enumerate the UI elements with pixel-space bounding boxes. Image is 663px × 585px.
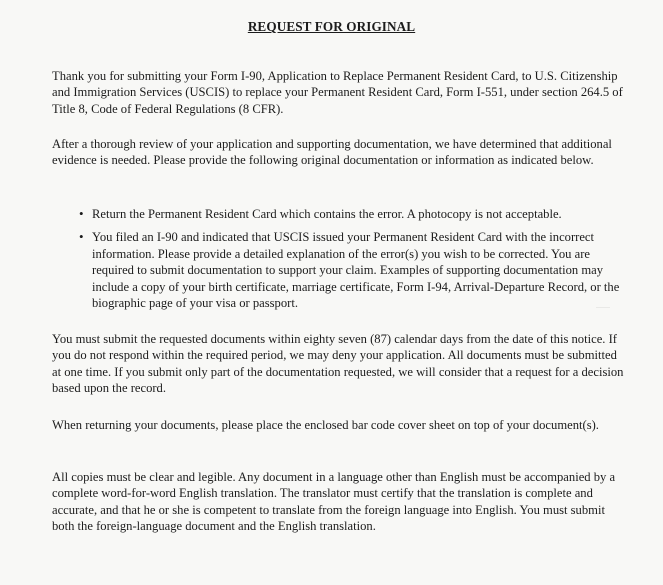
requirements-list bbox=[79, 206, 622, 318]
copies-paragraph: All copies must be clear and legible. Any document in a language other than English must be accompanied by a complete word-for-word English translation. The translator must certify that the translation is complete and accurate, and that he or she is competent to translate from the foreign language into English. You must submit both the foreign-language document and the English translation. bbox=[52, 470, 616, 534]
bullet-icon: • bbox=[79, 206, 84, 221]
list-item bbox=[79, 229, 622, 311]
list-item-text: Return the Permanent Resident Card which contains the error. A photocopy is not acceptable. bbox=[92, 207, 562, 221]
review-paragraph: After a thorough review of your application and supporting documentation, we have determined that additional evidence is needed. Please provide the following original documentation or information as indicated below. bbox=[52, 137, 612, 168]
intro-paragraph: Thank you for submitting your Form I-90, Application to Replace Permanent Resident Card, to U.S. Citizenship and Immigration Services (USCIS) to replace your Permanent Resident Card, Form I-551, under section 264.5 of Title 8, Code of Federal Regulations (8 CFR). bbox=[52, 69, 623, 116]
return-paragraph: When returning your documents, please place the enclosed bar code cover sheet on top of your document(s). bbox=[52, 418, 599, 432]
bullet-icon: • bbox=[79, 229, 84, 245]
list-item bbox=[79, 206, 622, 222]
deadline-paragraph: You must submit the requested documents within eighty seven (87) calendar days from the date of this notice. If you do not respond within the required period, we may deny your application. All documents must be submitted at one time. If you submit only part of the documentation requested, we will consider that a request for a decision based upon the record. bbox=[52, 332, 624, 396]
scan-speck bbox=[596, 307, 610, 308]
list-item-text: You filed an I-90 and indicated that USCIS issued your Permanent Resident Card with the incorrect information. Please provide a detailed explanation of the error(s) you wish to be corrected. You are required to submit documentation to support your claim. Examples of supporting documentation may include a copy of your birth certificate, marriage certificate, Form I-94, Arrival-Departure Record, or the biographic page of your visa or passport. bbox=[92, 230, 620, 311]
page-title: REQUEST FOR ORIGINAL bbox=[247, 19, 416, 34]
